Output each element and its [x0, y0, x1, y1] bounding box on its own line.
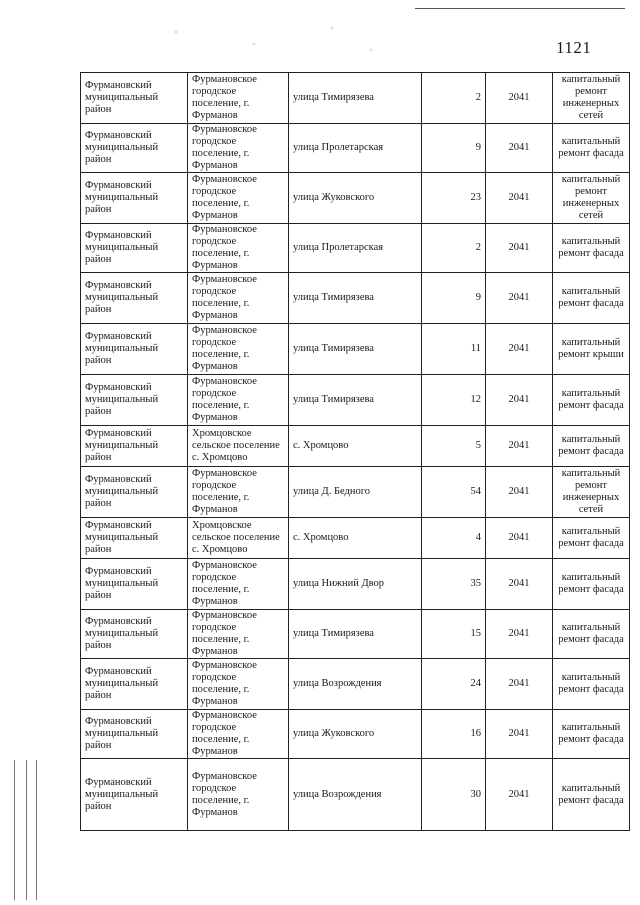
work-type-cell: капитальный ремонт фасада [553, 224, 630, 273]
house-number-cell: 2 [422, 224, 486, 273]
work-type-cell: капитальный ремонт фасада [553, 659, 630, 710]
settlement-cell: Фурмановское городское поселение, г. Фурманов [188, 710, 289, 759]
year-cell: 2041 [486, 73, 553, 124]
settlement-cell: Фурмановское городское поселение, г. Фурманов [188, 759, 289, 831]
house-number-cell: 12 [422, 375, 486, 426]
street-cell: улица Д. Бедного [289, 467, 422, 518]
settlement-cell: Фурмановское городское поселение, г. Фурманов [188, 610, 289, 659]
table-row [81, 518, 630, 559]
house-number-cell: 24 [422, 659, 486, 710]
year-cell: 2041 [486, 224, 553, 273]
table-row [81, 759, 630, 831]
street-cell: улица Возрождения [289, 759, 422, 831]
house-number-cell: 15 [422, 610, 486, 659]
table-row [81, 375, 630, 426]
top-rule [415, 8, 625, 9]
district-cell: Фурмановский муниципальный район [81, 73, 188, 124]
table-row [81, 610, 630, 659]
year-cell: 2041 [486, 759, 553, 831]
settlement-cell: Фурмановское городское поселение, г. Фурманов [188, 273, 289, 324]
table-row [81, 124, 630, 173]
street-cell: улица Тимирязева [289, 324, 422, 375]
year-cell: 2041 [486, 610, 553, 659]
table-row [81, 224, 630, 273]
district-cell: Фурмановский муниципальный район [81, 610, 188, 659]
work-type-cell: капитальный ремонт фасада [553, 710, 630, 759]
housing-repair-table [80, 72, 630, 831]
table-row [81, 273, 630, 324]
year-cell: 2041 [486, 173, 553, 224]
table-row [81, 426, 630, 467]
scan-noise [150, 20, 410, 60]
table-body [81, 73, 630, 831]
house-number-cell: 11 [422, 324, 486, 375]
settlement-cell: Фурмановское городское поселение, г. Фурманов [188, 73, 289, 124]
district-cell: Фурмановский муниципальный район [81, 273, 188, 324]
work-type-cell: капитальный ремонт фасада [553, 518, 630, 559]
settlement-cell: Фурмановское городское поселение, г. Фурманов [188, 559, 289, 610]
table-row [81, 559, 630, 610]
work-type-cell: капитальный ремонт инженерных сетей [553, 73, 630, 124]
table-row [81, 173, 630, 224]
table-row [81, 73, 630, 124]
house-number-cell: 4 [422, 518, 486, 559]
work-type-cell: капитальный ремонт фасада [553, 124, 630, 173]
work-type-cell: капитальный ремонт фасада [553, 610, 630, 659]
district-cell: Фурмановский муниципальный район [81, 426, 188, 467]
district-cell: Фурмановский муниципальный район [81, 124, 188, 173]
house-number-cell: 5 [422, 426, 486, 467]
settlement-cell: Хромцовское сельское поселение с. Хромцово [188, 426, 289, 467]
table-row [81, 659, 630, 710]
year-cell: 2041 [486, 124, 553, 173]
work-type-cell: капитальный ремонт инженерных сетей [553, 467, 630, 518]
table-row [81, 324, 630, 375]
year-cell: 2041 [486, 710, 553, 759]
binding-marks [14, 760, 44, 900]
page-number: 1121 [556, 38, 592, 57]
district-cell: Фурмановский муниципальный район [81, 759, 188, 831]
street-cell: улица Возрождения [289, 659, 422, 710]
work-type-cell: капитальный ремонт фасада [553, 375, 630, 426]
street-cell: улица Пролетарская [289, 124, 422, 173]
district-cell: Фурмановский муниципальный район [81, 224, 188, 273]
work-type-cell: капитальный ремонт крыши [553, 324, 630, 375]
year-cell: 2041 [486, 518, 553, 559]
district-cell: Фурмановский муниципальный район [81, 659, 188, 710]
street-cell: улица Тимирязева [289, 610, 422, 659]
street-cell: улица Нижний Двор [289, 559, 422, 610]
settlement-cell: Фурмановское городское поселение, г. Фурманов [188, 124, 289, 173]
house-number-cell: 9 [422, 273, 486, 324]
work-type-cell: капитальный ремонт инженерных сетей [553, 173, 630, 224]
year-cell: 2041 [486, 426, 553, 467]
district-cell: Фурмановский муниципальный район [81, 375, 188, 426]
year-cell: 2041 [486, 659, 553, 710]
house-number-cell: 23 [422, 173, 486, 224]
district-cell: Фурмановский муниципальный район [81, 710, 188, 759]
district-cell: Фурмановский муниципальный район [81, 518, 188, 559]
year-cell: 2041 [486, 559, 553, 610]
house-number-cell: 16 [422, 710, 486, 759]
street-cell: улица Тимирязева [289, 375, 422, 426]
year-cell: 2041 [486, 375, 553, 426]
street-cell: улица Тимирязева [289, 273, 422, 324]
house-number-cell: 54 [422, 467, 486, 518]
street-cell: с. Хромцово [289, 518, 422, 559]
street-cell: улица Жуковского [289, 173, 422, 224]
settlement-cell: Фурмановское городское поселение, г. Фурманов [188, 224, 289, 273]
district-cell: Фурмановский муниципальный район [81, 467, 188, 518]
house-number-cell: 2 [422, 73, 486, 124]
work-type-cell: капитальный ремонт фасада [553, 759, 630, 831]
settlement-cell: Фурмановское городское поселение, г. Фурманов [188, 375, 289, 426]
district-cell: Фурмановский муниципальный район [81, 324, 188, 375]
settlement-cell: Фурмановское городское поселение, г. Фурманов [188, 324, 289, 375]
year-cell: 2041 [486, 324, 553, 375]
house-number-cell: 30 [422, 759, 486, 831]
street-cell: улица Пролетарская [289, 224, 422, 273]
work-type-cell: капитальный ремонт фасада [553, 559, 630, 610]
year-cell: 2041 [486, 273, 553, 324]
house-number-cell: 35 [422, 559, 486, 610]
work-type-cell: капитальный ремонт фасада [553, 273, 630, 324]
year-cell: 2041 [486, 467, 553, 518]
street-cell: улица Жуковского [289, 710, 422, 759]
street-cell: улица Тимирязева [289, 73, 422, 124]
district-cell: Фурмановский муниципальный район [81, 559, 188, 610]
table-row [81, 710, 630, 759]
settlement-cell: Фурмановское городское поселение, г. Фурманов [188, 659, 289, 710]
settlement-cell: Хромцовское сельское поселение с. Хромцово [188, 518, 289, 559]
street-cell: с. Хромцово [289, 426, 422, 467]
work-type-cell: капитальный ремонт фасада [553, 426, 630, 467]
settlement-cell: Фурмановское городское поселение, г. Фурманов [188, 467, 289, 518]
table-row [81, 467, 630, 518]
district-cell: Фурмановский муниципальный район [81, 173, 188, 224]
settlement-cell: Фурмановское городское поселение, г. Фурманов [188, 173, 289, 224]
house-number-cell: 9 [422, 124, 486, 173]
